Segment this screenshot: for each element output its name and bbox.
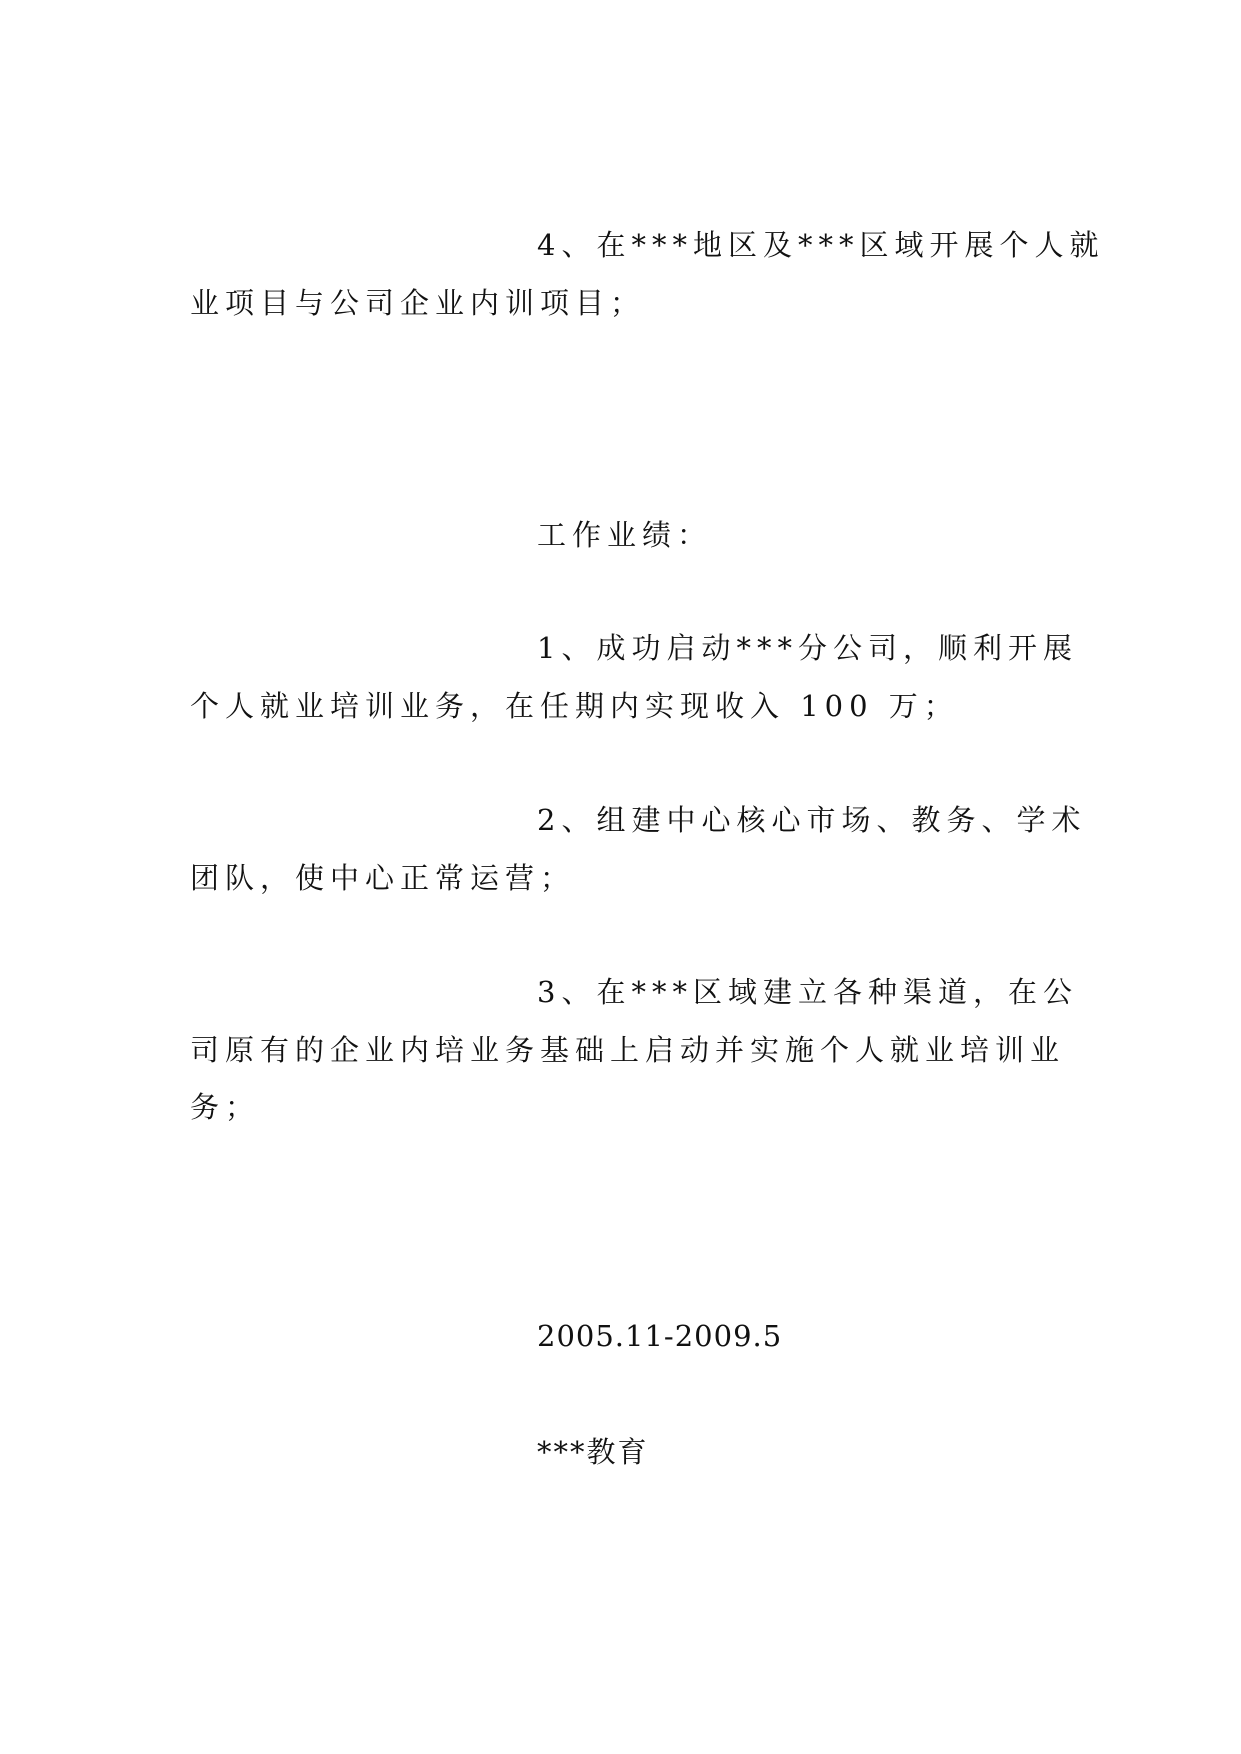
achievement2-line2: 团队，使中心正常运营；	[190, 861, 576, 895]
item4-line1: 4、在***地区及***区域开展个人就	[537, 228, 1105, 262]
achievements-heading: 工作业绩：	[537, 518, 713, 552]
achievement3-line1: 3、在***区域建立各种渠道，在公	[537, 975, 1078, 1009]
item4-line2: 业项目与公司企业内训项目；	[190, 286, 646, 320]
achievement2-line1: 2、组建中心核心市场、教务、学术	[537, 803, 1087, 837]
achievement1-line1: 1、成功启动***分公司，顺利开展	[537, 631, 1078, 665]
achievement3-line2: 司原有的企业内培业务基础上启动并实施个人就业培训业	[190, 1033, 1066, 1067]
company-name: ***教育	[537, 1435, 649, 1469]
achievement3-line3: 务；	[190, 1090, 261, 1124]
employment-period: 2005.11-2009.5	[537, 1319, 783, 1353]
achievement1-line2: 个人就业培训业务，在任期内实现收入 100 万；	[190, 689, 959, 723]
